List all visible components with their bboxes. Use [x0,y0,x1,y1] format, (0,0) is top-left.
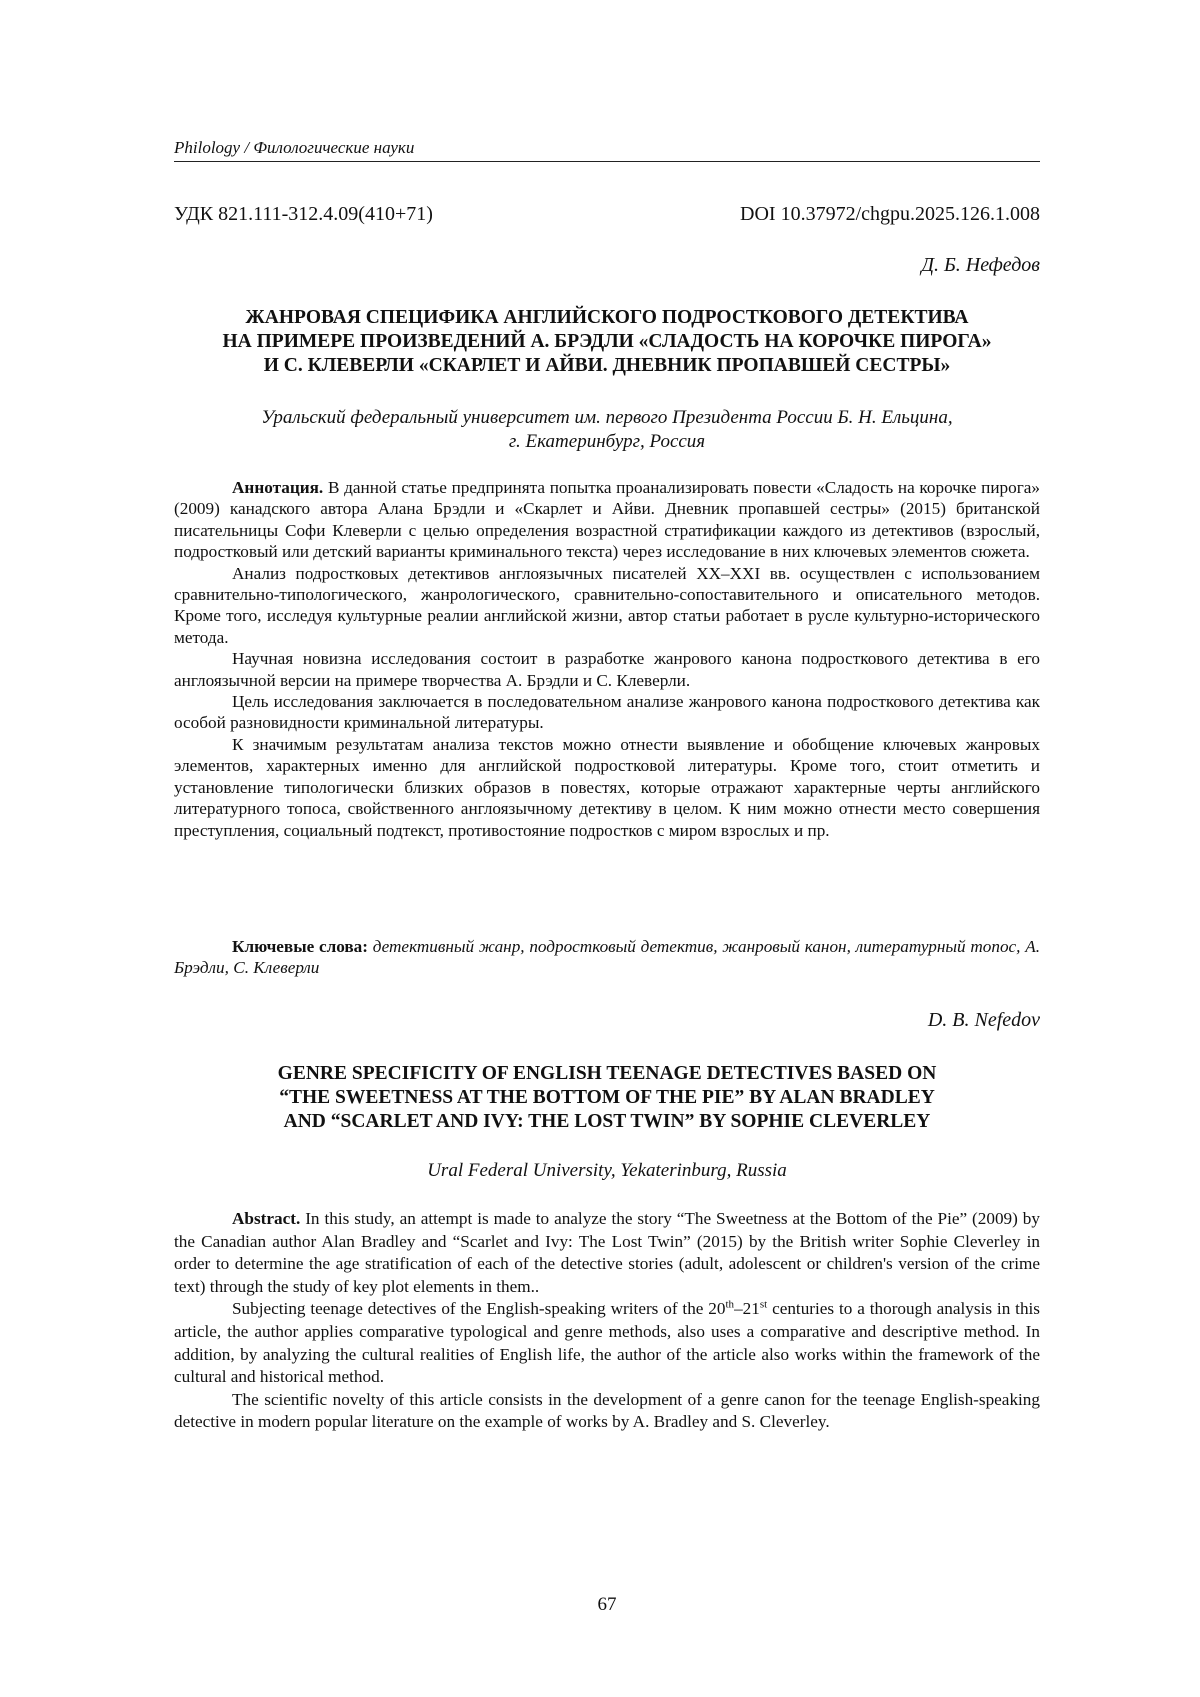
abstract-en [174,1208,1040,1434]
title-ru-line: НА ПРИМЕРЕ ПРОИЗВЕДЕНИЙ А. БРЭДЛИ «СЛАДОСТЬ НА КОРОЧКЕ ПИРОГА» [174,330,1040,354]
keywords-ru [174,936,1040,979]
abstract-en-paragraph [174,1208,1040,1298]
abstract-en-text: Subjecting teenage detectives of the English-speaking writers of the 20 [232,1299,726,1318]
udc-code: УДК 821.111-312.4.09(410+71) [174,203,433,226]
title-en-line: “THE SWEETNESS AT THE BOTTOM OF THE PIE” BY ALAN BRADLEY [174,1086,1040,1110]
identifiers-row [174,203,1040,226]
keywords-text: детективный жанр, подростковый детектив, жанровый канон, литературный топос, А. Брэдли, С. Клеверли [174,937,1040,977]
title-ru-line: ЖАНРОВАЯ СПЕЦИФИКА АНГЛИЙСКОГО ПОДРОСТКОВОГО ДЕТЕКТИВА [174,306,1040,330]
title-ru-line: И С. КЛЕВЕРЛИ «СКАРЛЕТ И АЙВИ. ДНЕВНИК ПРОПАВШЕЙ СЕСТРЫ» [174,354,1040,378]
abstract-en-paragraph: The scientific novelty of this article consists in the development of a genre canon for the teenage English-speaking detective in modern popular literature on the example of works by A. Bradley and S. Cleverley. [174,1389,1040,1434]
title-ru [174,306,1040,378]
abstract-ru-paragraph: Научная новизна исследования состоит в разработке жанрового канона подросткового детектива в его англоязычной версии на примере творчества А. Брэдли и С. Клеверли. [174,648,1040,691]
superscript: th [726,1299,735,1311]
title-en-line: GENRE SPECIFICITY OF ENGLISH TEENAGE DETECTIVES BASED ON [174,1062,1040,1086]
abstract-ru-paragraph: Цель исследования заключается в последовательном анализе жанрового канона подросткового детектива как особой разновидности криминальной литературы. [174,691,1040,734]
abstract-ru-paragraph [174,477,1040,563]
abstract-ru-label: Аннотация. [232,478,323,497]
title-en [174,1062,1040,1134]
keywords-label: Ключевые слова: [232,937,368,956]
abstract-en-text: In this study, an attempt is made to analyze the story “The Sweetness at the Bottom of the Pie” (2009) by the Canadian author Alan Bradley and “Scarlet and Ivy: The Lost Twin” (2015) by the British writer Sophie Cleverley in order to determine the age stratification of each of the detective stories (adult, adolescent or children's version of the crime text) through the study of key plot elements in them.. [174,1209,1040,1296]
abstract-ru-text: В данной статье предпринята попытка проанализировать повести «Сладость на корочке пирога» (2009) канадского автора Алана Брэдли и «Скарлет и Айви. Дневник пропавшей сестры» (2015) британской писательницы Софи Клеверли с целью определения возрастной стратификации каждого из детективов (взрослый, подростковый или детский варианты криминального текста) через исследование в них ключевых элементов сюжета. [174,478,1040,561]
affiliation-ru [174,406,1040,454]
title-en-line: AND “SCARLET AND IVY: THE LOST TWIN” BY SOPHIE CLEVERLEY [174,1110,1040,1134]
abstract-en-paragraph [174,1298,1040,1388]
superscript: st [760,1299,767,1311]
abstract-en-text: centuries to a thorough analysis in this article, the author applies comparative typological and genre methods, also uses a comparative and descriptive method. In addition, by analyzing the cultural realities of English life, the author of the article also works within the framework of the cultural and historical method. [174,1299,1040,1386]
affiliation-ru-line: Уральский федеральный университет им. первого Президента России Б. Н. Ельцина, [174,406,1040,430]
doi[interactable]: DOI 10.37972/chgpu.2025.126.1.008 [740,203,1040,226]
abstract-ru-paragraph: К значимым результатам анализа текстов можно отнести выявление и обобщение ключевых жанровых элементов, характерных именно для английской подростковой литературы. Кроме того, стоит отметить и установление типологически близких образов в повестях, которые отражают характерные черты английского литературного топоса, свойственного англоязычному детективу в целом. К ним можно отнести место совершения преступления, социальный подтекст, противостояние подростков с миром взрослых и пр. [174,734,1040,841]
author-en: D. B. Nefedov [174,1009,1040,1032]
abstract-ru-paragraph: Анализ подростковых детективов англоязычных писателей XX–XXI вв. осуществлен с использованием сравнительно-типологического, жанрологического, сравнительно-сопоставительного и описательного методов. Кроме того, исследуя культурные реалии английской жизни, автор статьи работает в русле культурно-исторического метода. [174,563,1040,649]
running-header: Philology / Филологические науки [174,138,1040,162]
page-number: 67 [174,1594,1040,1616]
affiliation-ru-line: г. Екатеринбург, Россия [174,430,1040,454]
abstract-en-label: Abstract. [232,1209,300,1228]
affiliation-en: Ural Federal University, Yekaterinburg, Russia [174,1160,1040,1182]
abstract-ru [174,477,1040,841]
abstract-en-text: –21 [734,1299,760,1318]
author-ru: Д. Б. Нефедов [174,254,1040,277]
